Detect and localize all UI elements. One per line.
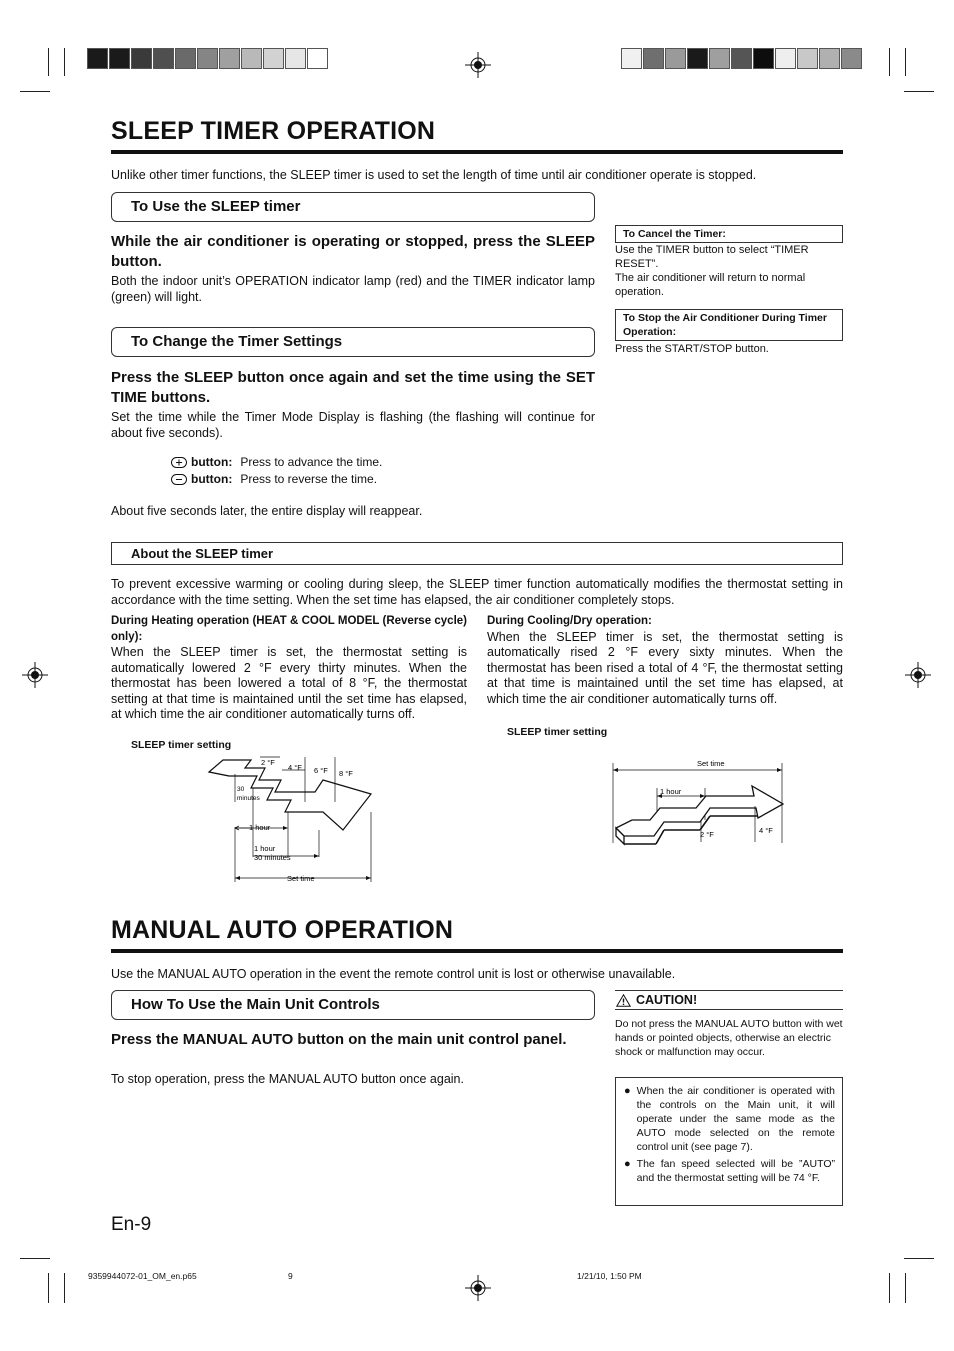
gray-swatch (687, 48, 708, 69)
gray-swatch (307, 48, 328, 69)
registration-mark-icon (465, 52, 491, 78)
page-number: En-9 (111, 1214, 152, 1235)
gray-swatch (643, 48, 664, 69)
gray-swatch (219, 48, 240, 69)
sleep-intro: Unlike other timer functions, the SLEEP timer is used to set the length of time until air conditioner operate is stopped. (111, 168, 757, 182)
heat-label-30: 30 (237, 786, 245, 793)
bullet-icon: ● (624, 1158, 631, 1170)
change-settings-heading: To Change the Timer Settings (111, 327, 595, 357)
gray-swatch (241, 48, 262, 69)
heat-label-2f: 2 °F (261, 758, 275, 767)
heat-label-4f: 4 °F (288, 763, 302, 772)
caution-header (615, 990, 843, 1010)
warning-icon (616, 994, 631, 1007)
heating-diagram-caption: SLEEP timer setting (131, 739, 232, 751)
after-text: About five seconds later, the entire display will reappear. (111, 504, 423, 518)
gray-swatch (263, 48, 284, 69)
gray-swatch (819, 48, 840, 69)
cool-label-2f: 2 °F (700, 830, 714, 839)
footer-date: 1/21/10, 1:50 PM (577, 1271, 642, 1281)
minus-button-label: button: (191, 472, 233, 486)
crop-mark (48, 48, 49, 76)
gray-swatch (665, 48, 686, 69)
crop-mark (904, 91, 934, 92)
about-sleep-text: To prevent excessive warming or cooling during sleep, the SLEEP timer function automatically modifies the thermostat setting in accordance with the time setting. When the set time has elapsed, the air conditioner completely stops. (111, 577, 843, 607)
crop-mark (905, 48, 906, 76)
use-sleep-body: Both the indoor unit’s OPERATION indicator lamp (red) and the TIMER indicator lamp (green) will light. (111, 274, 595, 304)
title-rule (111, 150, 843, 154)
note-item (624, 1157, 835, 1185)
change-settings-lead: Press the SLEEP button once again and set the time using the SET TIME buttons. (111, 369, 595, 406)
footer-sheet-number: 9 (288, 1271, 293, 1281)
crop-mark (20, 1258, 50, 1259)
heating-text: When the SLEEP timer is set, the thermostat setting is automatically lowered 2 °F every thirty minutes. When the thermostat has been lowered a total of 8 °F, the thermostat setting at that time is maintained until the set time has elapsed, at which time the air conditioner automatically turns off. (111, 645, 467, 721)
heat-label-1hour-b: 1 hour (254, 844, 276, 853)
manual-notes-box (615, 1077, 843, 1206)
note-text: When the air conditioner is operated with the controls on the Main unit, it will operate under the same mode as the AUTO mode selected on the remote control unit (see page 7). (636, 1085, 835, 1153)
crop-mark (905, 1273, 906, 1303)
gray-swatch (753, 48, 774, 69)
manual-body: To stop operation, press the MANUAL AUTO button once again. (111, 1072, 464, 1086)
crop-mark (64, 1273, 65, 1303)
gray-swatch (797, 48, 818, 69)
registration-mark-icon (905, 662, 931, 688)
crop-mark (20, 91, 50, 92)
gray-swatch (175, 48, 196, 69)
heat-label-1hour: 1 hour (249, 823, 271, 832)
manual-title-rule (111, 949, 843, 953)
heat-label-set-time: Set time (287, 874, 315, 883)
plus-button-icon (171, 457, 187, 468)
crop-mark (904, 1258, 934, 1259)
cooling-diagram-caption: SLEEP timer setting (507, 726, 608, 738)
note-text: The fan speed selected will be ”AUTO” and the thermostat setting will be 74 °F. (636, 1158, 835, 1184)
cooling-column (487, 614, 843, 707)
bullet-icon: ● (624, 1085, 631, 1097)
manual-intro: Use the MANUAL AUTO operation in the event the remote control unit is lost or otherwise unavailable. (111, 967, 676, 981)
sleep-title: SLEEP TIMER OPERATION (111, 117, 436, 145)
gray-swatch (131, 48, 152, 69)
cancel-timer-heading: To Cancel the Timer: (615, 225, 843, 243)
cool-label-4f: 4 °F (759, 826, 773, 835)
gray-swatch (197, 48, 218, 69)
gray-swatch (87, 48, 108, 69)
cool-label-1hour: 1 hour (660, 787, 682, 796)
cooling-diagram (612, 756, 787, 850)
cooling-text: When the SLEEP timer is set, the thermostat setting is automatically rised 2 °F every sixty minutes. When the thermostat has been rised a total of 4 °F, the thermostat setting at that time is maintained until the set time has elapsed, at which time the air conditioner automatically turns off. (487, 629, 843, 706)
minus-button-text: Press to reverse the time. (240, 472, 378, 486)
crop-mark (64, 48, 65, 76)
about-sleep-heading: About the SLEEP timer (111, 542, 843, 565)
gray-swatch (109, 48, 130, 69)
manual-title: MANUAL AUTO OPERATION (111, 916, 454, 944)
cool-label-set-time: Set time (697, 759, 725, 768)
minus-button-icon (171, 474, 187, 485)
minus-button-row (171, 472, 377, 486)
stop-timer-heading: To Stop the Air Conditioner During Timer Operation: (615, 309, 843, 341)
cancel-timer-text1: Use the TIMER button to select “TIMER RESET”. (615, 244, 809, 270)
gray-swatch (709, 48, 730, 69)
gray-swatch (285, 48, 306, 69)
crop-mark (48, 1273, 49, 1303)
use-sleep-lead: While the air conditioner is operating or stopped, press the SLEEP button. (111, 233, 595, 270)
heating-column (111, 614, 467, 723)
plus-button-row (171, 455, 382, 469)
change-settings-body: Set the time while the Timer Mode Display is flashing (the flashing will continue for about five seconds). (111, 410, 595, 440)
heating-heading: During Heating operation (HEAT & COOL MODEL (Reverse cycle) only): (111, 615, 467, 643)
crop-mark (889, 48, 890, 76)
note-item (624, 1084, 835, 1154)
gray-swatch (731, 48, 752, 69)
plus-button-label: button: (191, 455, 233, 469)
registration-mark-icon (465, 1275, 491, 1301)
heat-label-minutes: minutes (237, 795, 260, 802)
gray-swatch (775, 48, 796, 69)
stop-timer-text: Press the START/STOP button. (615, 343, 769, 355)
heat-label-8f: 8 °F (339, 769, 353, 778)
plus-button-text: Press to advance the time. (240, 455, 383, 469)
manual-lead: Press the MANUAL AUTO button on the main unit control panel. (111, 1031, 567, 1048)
cooling-heading: During Cooling/Dry operation: (487, 615, 652, 627)
caution-title: CAUTION! (636, 993, 698, 1007)
caution-text: Do not press the MANUAL AUTO button with wet hands or pointed objects, otherwise an electric shock or malfunction may occur. (615, 1018, 843, 1058)
heat-label-30min: 30 minutes (254, 853, 291, 862)
crop-mark (889, 1273, 890, 1303)
gray-swatch (153, 48, 174, 69)
registration-mark-icon (22, 662, 48, 688)
footer-filename: 9359944072-01_OM_en.p65 (88, 1271, 197, 1281)
gray-swatch (621, 48, 642, 69)
cancel-timer-text2: The air conditioner will return to normal operation. (615, 272, 806, 298)
gray-swatch (841, 48, 862, 69)
heat-label-6f: 6 °F (314, 766, 328, 775)
heating-diagram (205, 752, 385, 887)
use-sleep-heading: To Use the SLEEP timer (111, 192, 595, 222)
main-unit-controls-heading: How To Use the Main Unit Controls (111, 990, 595, 1020)
